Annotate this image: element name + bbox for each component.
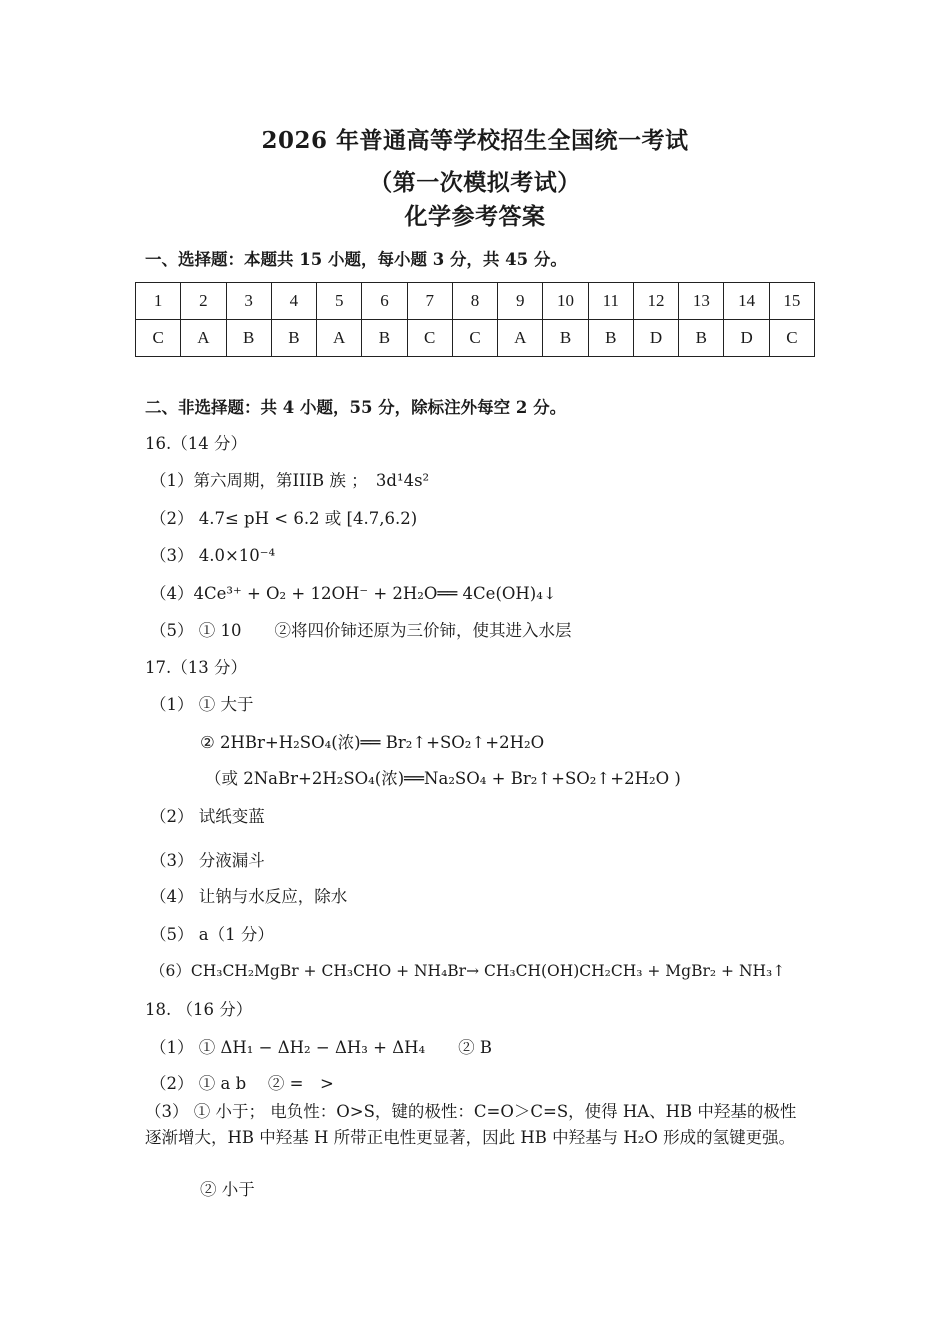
question-number: 9 <box>498 283 543 320</box>
answer-choice: B <box>679 320 724 357</box>
exam-subtitle: （第一次模拟考试） <box>369 169 581 196</box>
question-number: 13 <box>679 283 724 320</box>
question-number: 10 <box>543 283 588 320</box>
answer-table-numbers-row <box>136 283 815 320</box>
q17-answer-6: （6）CH₃CH₂MgBr + CH₃CHO + NH₄Br→ CH₃CH(OH)CH₂CH₃ + MgBr₂ + NH₃↑ <box>150 962 786 980</box>
q17-answer-1-alt-equation: （或 2NaBr+2H₂SO₄(浓)══Na₂SO₄ + Br₂↑+SO₂↑+2H₂O ) <box>205 769 681 788</box>
answer-choice: B <box>543 320 588 357</box>
question-number: 11 <box>588 283 633 320</box>
answer-choice: C <box>136 320 181 357</box>
q17-title: 17.（13 分） <box>145 658 247 677</box>
q17-answer-4: （4） 让钠与水反应，除水 <box>150 887 348 906</box>
section-1-heading: 一、选择题：本题共 15 小题，每小题 3 分，共 45 分。 <box>145 250 567 269</box>
q17-answer-1: （1） ① 大于 <box>150 695 254 714</box>
q16-answer-2: （2） 4.7≤ pH < 6.2 或 [4.7,6.2) <box>150 509 418 528</box>
question-number: 7 <box>407 283 452 320</box>
q16-answer-4: （4）4Ce³⁺ + O₂ + 12OH⁻ + 2H₂O══ 4Ce(OH)₄↓ <box>150 584 557 603</box>
q18-answer-3-part-2: ② 小于 <box>200 1180 255 1199</box>
subject-title: 化学参考答案 <box>404 203 546 230</box>
q18-title: 18. （16 分） <box>145 1000 253 1019</box>
answer-choice: C <box>769 320 814 357</box>
q16-answer-5: （5） ① 10 ②将四价铈还原为三价铈，使其进入水层 <box>150 621 572 640</box>
q16-title: 16.（14 分） <box>145 434 247 453</box>
answer-choice: A <box>317 320 362 357</box>
question-number: 1 <box>136 283 181 320</box>
q17-answer-2: （2） 试纸变蓝 <box>150 807 265 826</box>
question-number: 6 <box>362 283 407 320</box>
q17-answer-3: （3） 分液漏斗 <box>150 851 265 870</box>
question-number: 4 <box>271 283 316 320</box>
q16-answer-3: （3） 4.0×10⁻⁴ <box>150 546 276 565</box>
q17-answer-1-equation: ② 2HBr+H₂SO₄(浓)══ Br₂↑+SO₂↑+2H₂O <box>200 733 545 752</box>
answer-table-answers-row <box>136 320 815 357</box>
exam-title: 2026 年普通高等学校招生全国统一考试 <box>261 127 689 154</box>
section-2-heading: 二、非选择题：共 4 小题，55 分，除标注外每空 2 分。 <box>145 398 567 417</box>
answer-choice: B <box>588 320 633 357</box>
q18-answer-3: （3） ① 小于； 电负性：O>S，键的极性：C=O＞C=S，使得 HA、HB 中羟基的极性逐渐增大，HB 中羟基 H 所带正电性更显著，因此 HB 中羟基与 H₂O 形成的氢键更强。 <box>145 1102 797 1147</box>
question-number: 2 <box>181 283 226 320</box>
question-number: 12 <box>633 283 678 320</box>
answer-choice: C <box>452 320 497 357</box>
answer-choice: D <box>724 320 769 357</box>
answer-choice: B <box>362 320 407 357</box>
answer-choice: B <box>226 320 271 357</box>
answer-choice: C <box>407 320 452 357</box>
q16-answer-1: （1）第六周期，第IIIB 族 ； 3d¹4s² <box>150 471 430 490</box>
answer-table <box>135 282 815 357</box>
answer-choice: D <box>633 320 678 357</box>
question-number: 15 <box>769 283 814 320</box>
q18-answer-2: （2） ① a b ② = > <box>150 1074 334 1093</box>
q17-answer-5: （5） a（1 分） <box>150 925 274 944</box>
answer-choice: A <box>181 320 226 357</box>
q18-answer-1: （1） ① ΔH₁ − ΔH₂ − ΔH₃ + ΔH₄ ② B <box>150 1038 492 1057</box>
question-number: 5 <box>317 283 362 320</box>
answer-choice: B <box>271 320 316 357</box>
question-number: 3 <box>226 283 271 320</box>
question-number: 8 <box>452 283 497 320</box>
question-number: 14 <box>724 283 769 320</box>
answer-choice: A <box>498 320 543 357</box>
